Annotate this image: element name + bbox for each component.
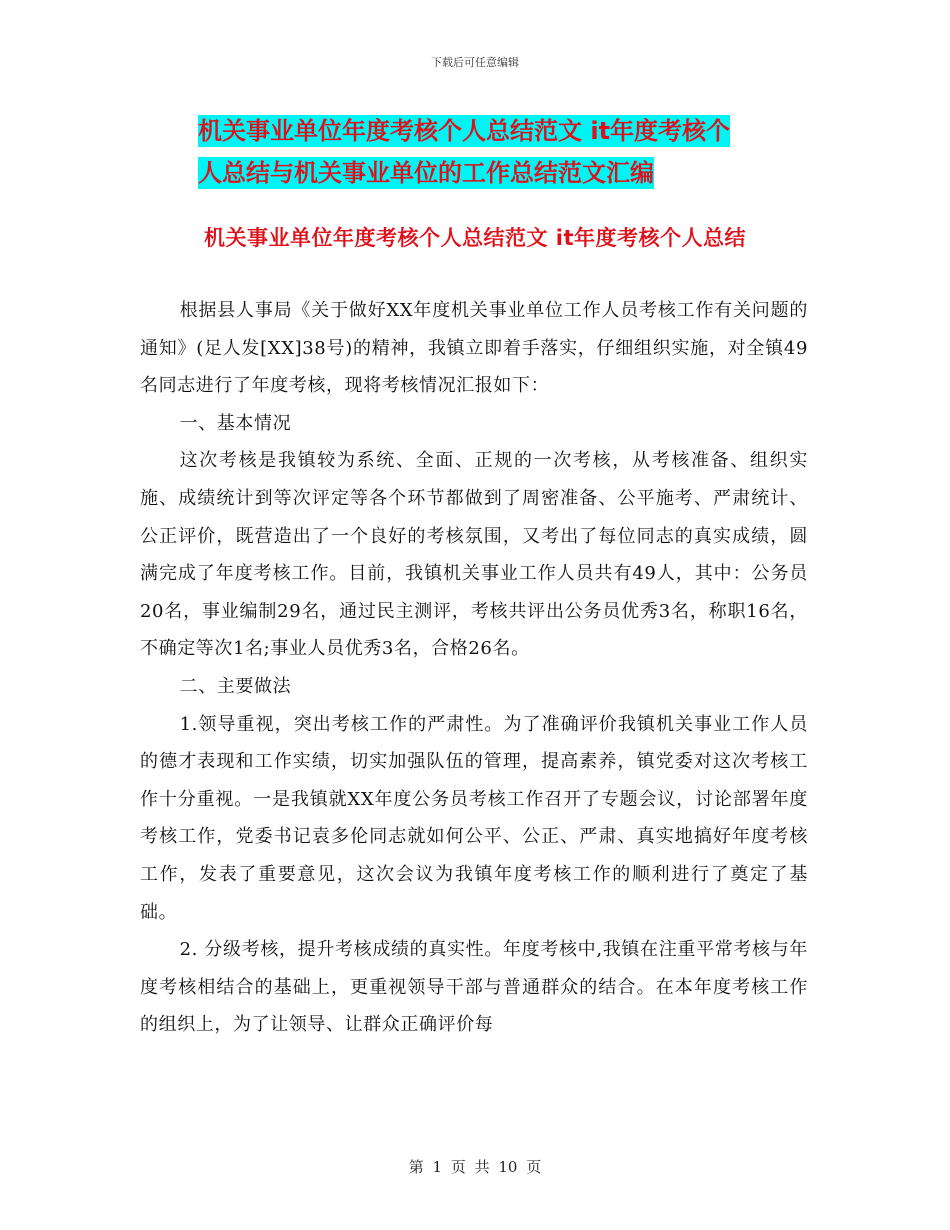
title-line-2: 人总结与机关事业单位的工作总结范文汇编 xyxy=(198,159,654,187)
section-heading: 一、基本情况 xyxy=(179,412,292,434)
paragraph: 2. 分级考核，提升考核成绩的真实性。年度考核中,我镇在注重平常考核与年度考核相结合的基础上，更重视领导干部与普通群众的结合。在本年度考核工作的组织上，为了让领导、让群众正确评价每 xyxy=(140,939,808,1036)
paragraph: 根据县人事局《关于做好XX年度机关事业单位工作人员考核工作有关问题的通知》(足人发[XX]38号)的精神，我镇立即着手落实，仔细组织实施，对全镇49名同志进行了年度考核，现将考核情况汇报如下： xyxy=(140,300,808,397)
document-title xyxy=(198,110,808,194)
section-heading: 二、主要做法 xyxy=(179,675,292,697)
paragraph: 1.领导重视，突出考核工作的严肃性。为了准确评价我镇机关事业工作人员的德才表现和工作实绩，切实加强队伍的管理，提高素养，镇党委对这次考核工作十分重视。一是我镇就XX年度公务员考核工作召开了专题会议，讨论部署年度考核工作，党委书记袁多伦同志就如何公平、公正、严肃、真实地搞好年度考核工作，发表了重要意见，这次会议为我镇年度考核工作的顺利进行了奠定了基础。 xyxy=(140,713,808,923)
page-number-footer: 第 1 页 共 10 页 xyxy=(408,1158,542,1176)
document-body xyxy=(140,292,808,1044)
paragraph: 这次考核是我镇较为系统、全面、正规的一次考核，从考核准备、组织实施、成绩统计到等次评定等各个环节都做到了周密准备、公平施考、严肃统计、公正评价，既营造出了一个良好的考核氛围，又考出了每位同志的真实成绩，圆满完成了年度考核工作。目前，我镇机关事业工作人员共有49人，其中：公务员20名，事业编制29名，通过民主测评，考核共评出公务员优秀3名，称职16名，不确定等次1名;事业人员优秀3名，合格26名。 xyxy=(140,450,808,660)
section-title: 机关事业单位年度考核个人总结范文 it年度考核个人总结 xyxy=(203,226,747,250)
page-header-note: 下载后可任意编辑 xyxy=(431,56,519,69)
title-line-1: 机关事业单位年度考核个人总结范文 it年度考核个 xyxy=(198,117,731,145)
